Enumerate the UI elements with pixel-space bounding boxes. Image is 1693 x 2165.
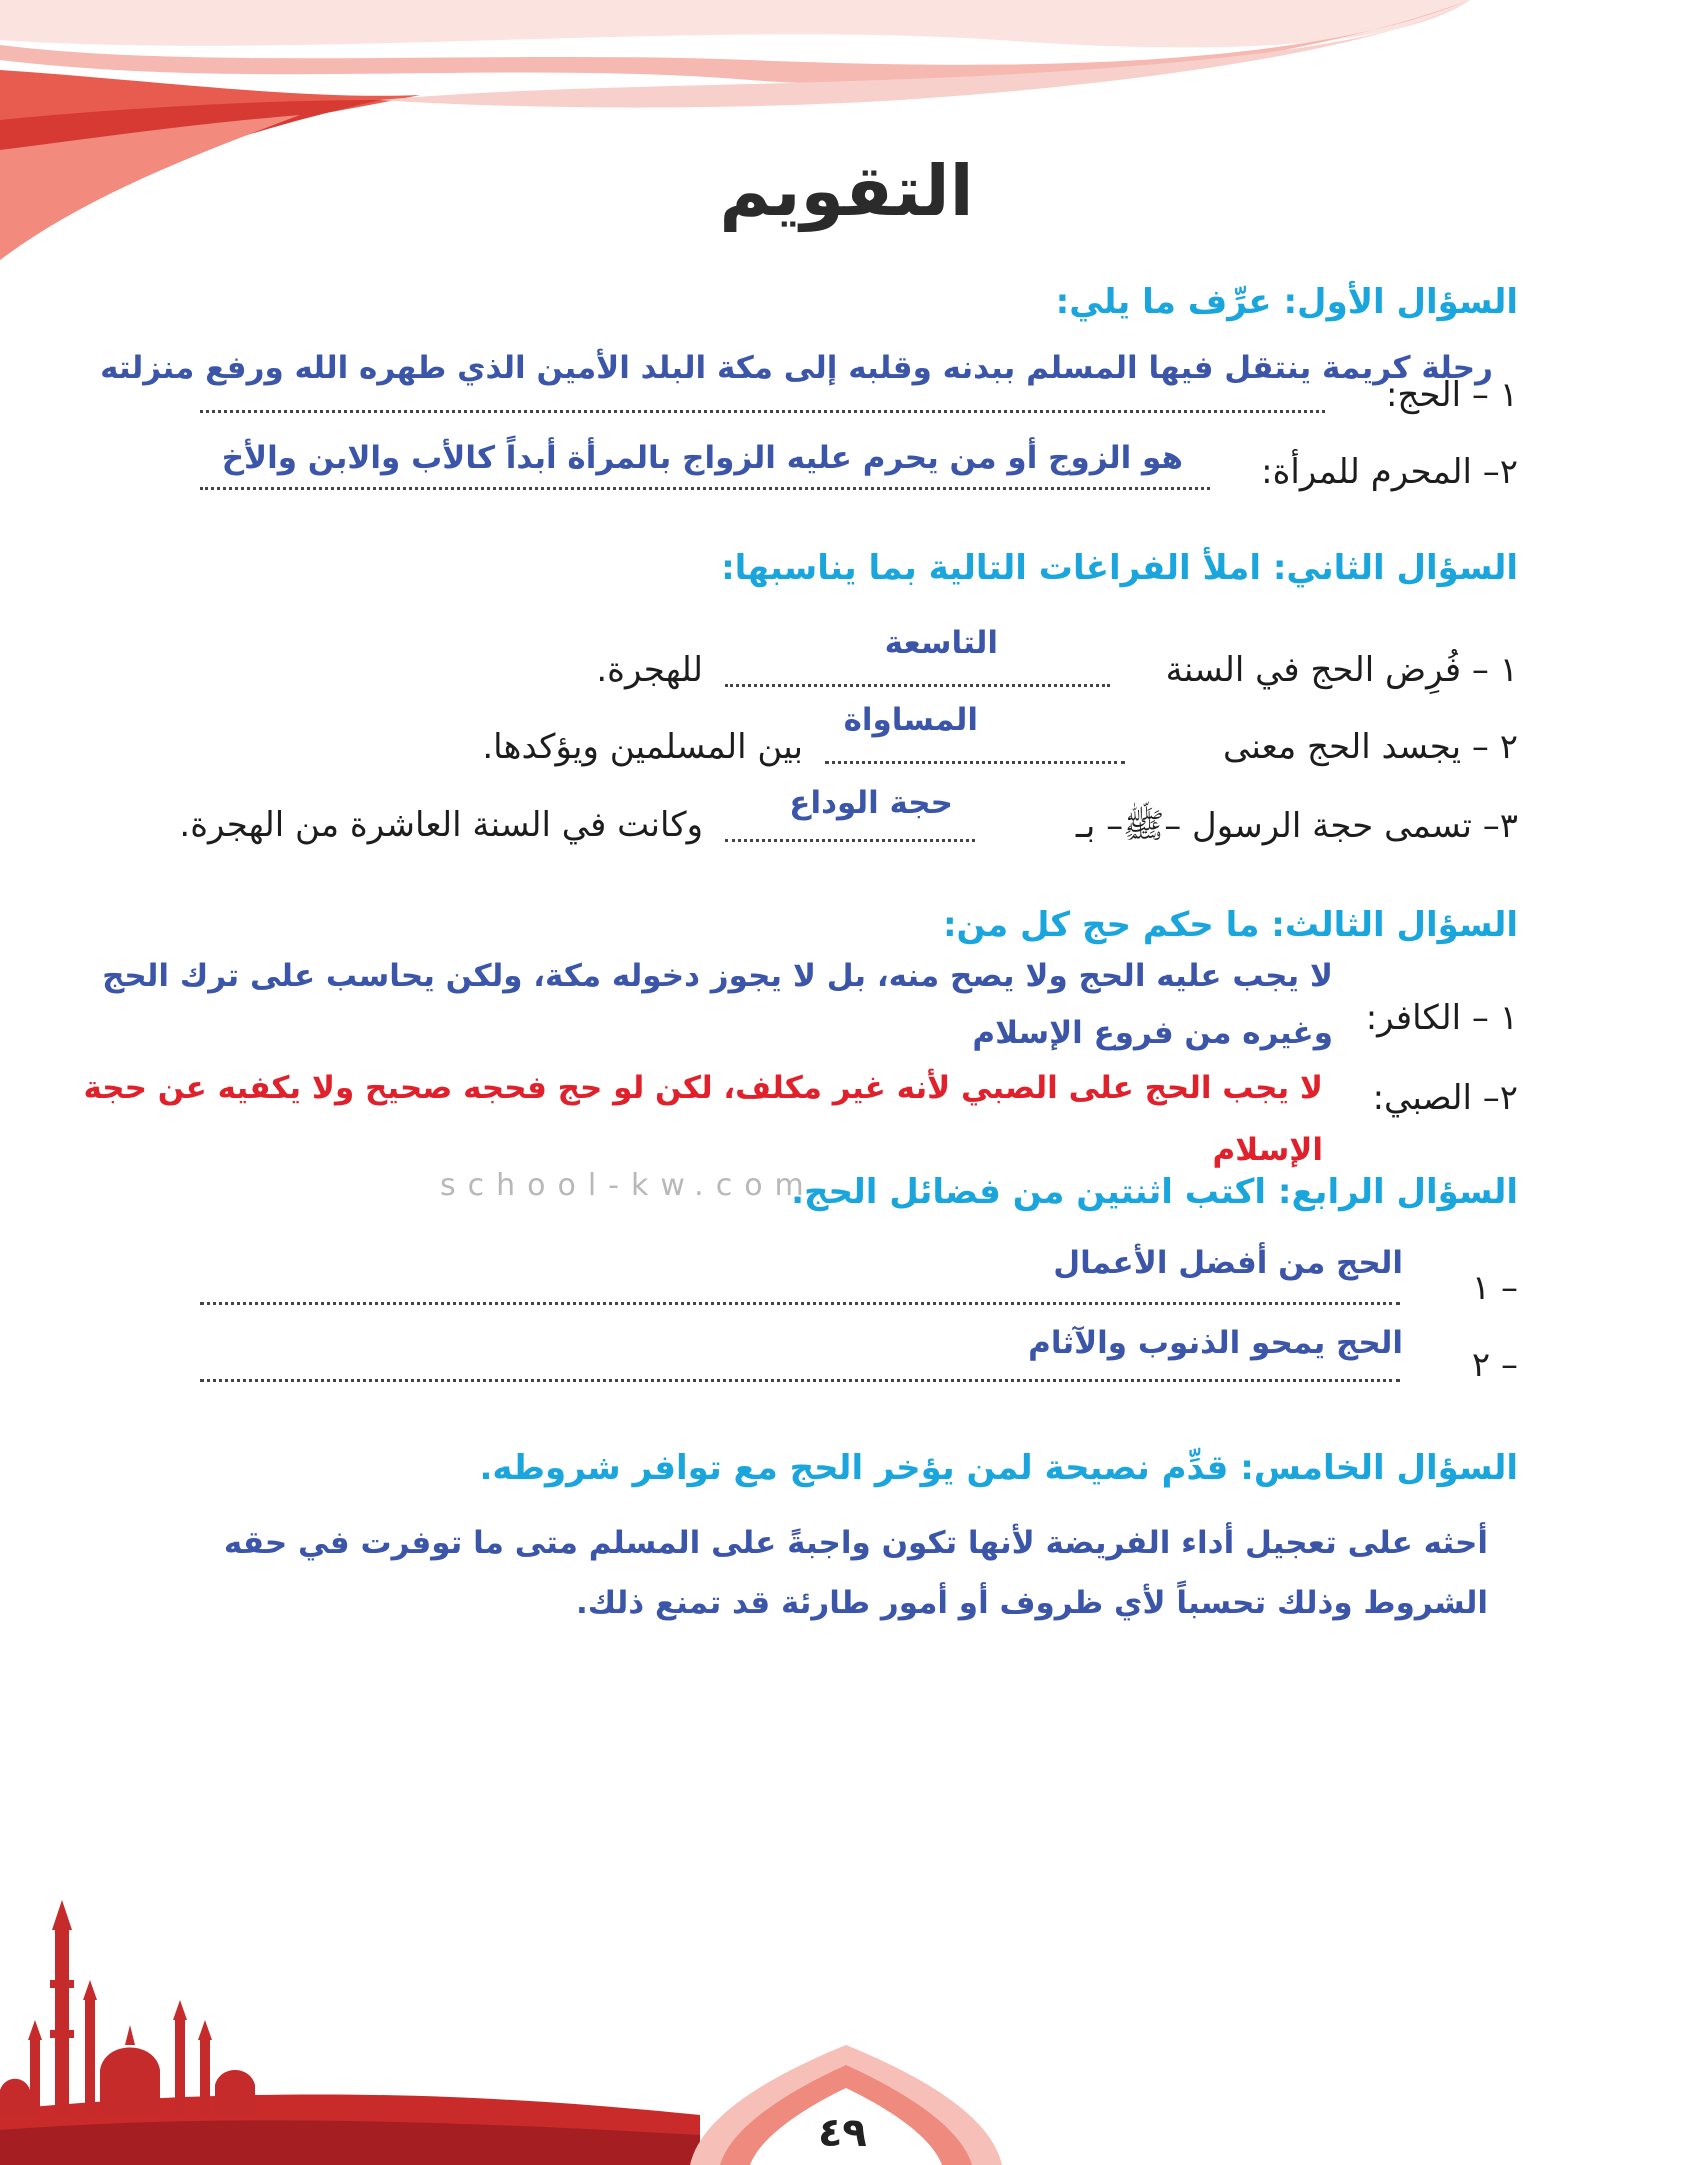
q2-item-3-text: ٣– تسمى حجة الرسول –ﷺ– بـ [1075,806,1518,846]
q4-item-1-answer-line [200,1302,1400,1305]
q3-item-1-answer-line2: وغيره من فروع الإسلام [972,1015,1333,1051]
q1-item-2-answer: هو الزوج أو من يحرم عليه الزواج بالمرأة أبداً كالأب والابن والأخ [221,440,1183,476]
q2-item-1-text: ١ – فُرِض الحج في السنة [1165,650,1518,690]
q1-item-2-answer-line [200,487,1210,490]
q2-item-3-answer: حجة الوداع [789,785,953,821]
q3-item-2-label: ٢– الصبي: [1372,1078,1518,1118]
q3-item-1-answer-line1: لا يجب عليه الحج ولا يصح منه، بل لا يجوز دخوله مكة، ولكن يحاسب على ترك الحج [102,958,1333,994]
q4-item-2-answer-line [200,1379,1400,1382]
q5-answer-line1: أحثه على تعجيل أداء الفريضة لأنها تكون واجبةً على المسلم متى ما توفرت في حقه [223,1525,1488,1561]
q2-item-1-blank [725,684,1110,687]
q3-item-1-label: ١ – الكافر: [1365,998,1518,1038]
q3-item-2-answer-line2: الإسلام [1212,1132,1323,1168]
q2-item-2-blank [825,761,1125,764]
q5-answer-line2: الشروط وذلك تحسباً لأي ظروف أو أمور طارئة قد تمنع ذلك. [575,1585,1488,1621]
q3-item-2-answer-line1: لا يجب الحج على الصبي لأنه غير مكلف، لكن لو حج فحجه صحيح ولا يكفيه عن حجة [83,1070,1323,1106]
q1-item-1-answer-line [200,410,1325,413]
page-title: التقويم [719,150,974,232]
question-4-heading: السؤال الرابع: اكتب اثنتين من فضائل الحج. [791,1172,1518,1212]
page-number: ٤٩ [818,2110,867,2156]
watermark-text: school-kw.com [440,1168,816,1203]
q1-item-2-label: ٢– المحرم للمرأة: [1261,452,1518,492]
q1-item-1-answer: رحلة كريمة ينتقل فيها المسلم ببدنه وقلبه إلى مكة البلد الأمين الذي طهره الله ورفع منزلته [100,350,1493,386]
q2-item-3-blank [725,839,975,842]
q4-item-1-label: ١ – [1471,1268,1518,1308]
q2-item-2-suffix: بين المسلمين ويؤكدها. [482,727,803,767]
q4-item-1-answer: الحج من أفضل الأعمال [1053,1245,1403,1281]
question-5-heading: السؤال الخامس: قدِّم نصيحة لمن يؤخر الحج مع توافر شروطه. [479,1448,1518,1488]
question-1-heading: السؤال الأول: عرِّف ما يلي: [1055,282,1518,322]
question-2-heading: السؤال الثاني: املأ الفراغات التالية بما يناسبها: [721,548,1518,588]
q1-item-1-label: ١ – الحج: [1385,375,1518,415]
q2-item-3-suffix: وكانت في السنة العاشرة من الهجرة. [179,805,703,845]
q2-item-2-text: ٢ – يجسد الحج معنى [1223,727,1518,767]
q2-item-1-answer: التاسعة [884,625,998,661]
q2-item-1-suffix: للهجرة. [596,650,703,690]
q2-item-2-answer: المساواة [843,702,978,738]
question-3-heading: السؤال الثالث: ما حكم حج كل من: [942,905,1518,945]
q4-item-2-answer: الحج يمحو الذنوب والآثام [1028,1325,1403,1361]
q4-item-2-label: ٢ – [1471,1345,1518,1385]
